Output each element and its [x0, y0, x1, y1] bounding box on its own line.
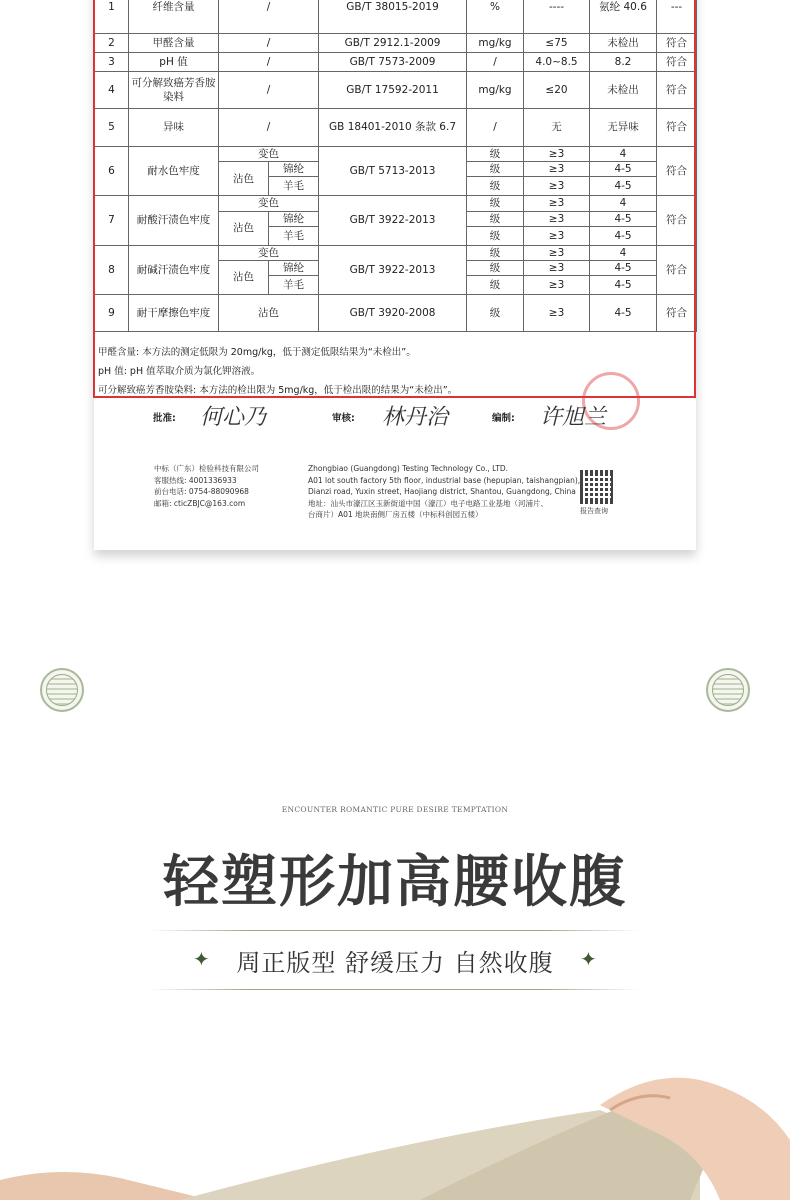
cell-item: 纤维含量 [129, 0, 219, 34]
footer-line: 地址：汕头市濠江区玉新街道中国（濠江）电子电路工业基地（河浦片、 [308, 498, 548, 508]
cell-no: 1 [95, 0, 129, 34]
table-row [95, 34, 697, 53]
approve-label: 批准: [153, 413, 176, 424]
cell-result: 4-5 [590, 260, 657, 275]
cell-item: 甲醛含量 [129, 34, 219, 53]
cell-item: 耐酸汗渍色牢度 [129, 196, 219, 245]
cell-result: 4 [590, 245, 657, 260]
cell-verdict: --- [657, 0, 697, 34]
cell-unit: 级 [467, 245, 524, 260]
cell-requirement: ≥3 [524, 276, 590, 295]
table-row [95, 0, 697, 34]
cell-result: 4-5 [590, 162, 657, 177]
product-photo [0, 1060, 790, 1200]
cell-result: 未检出 [590, 34, 657, 53]
cell-unit: 级 [467, 276, 524, 295]
cell-sub-b: 锦纶 [269, 211, 319, 226]
table-row [95, 147, 697, 162]
note-line: 可分解致癌芳香胺染料: 本方法的检出限为 5mg/kg，低于检出限的结果为“未检出”。 [98, 385, 458, 396]
cell-result: 8.2 [590, 53, 657, 72]
cell-unit: 级 [467, 196, 524, 211]
cell-unit: 级 [467, 162, 524, 177]
compiler-signature: 许旭兰 [540, 405, 607, 430]
cell-item: 耐干摩擦色牢度 [129, 295, 219, 332]
cell-standard: GB 18401-2010 条款 6.7 [319, 109, 467, 147]
cell-standard: GB/T 3920-2008 [319, 295, 467, 332]
cell-sub-b: 羊毛 [269, 226, 319, 245]
footer-line: 前台电话: 0754-88090968 [154, 487, 249, 496]
cell-verdict: 符合 [657, 295, 697, 332]
qr-label: 报告查询 [580, 507, 608, 515]
cell-result: 4-5 [590, 276, 657, 295]
cell-no: 2 [95, 34, 129, 53]
cell-standard: GB/T 3922-2013 [319, 196, 467, 245]
cell-unit: 级 [467, 226, 524, 245]
footer-line: 中标（广东）检验科技有限公司 [154, 464, 259, 473]
cell-sub-a: 变色 [219, 245, 319, 260]
cell-result: 无异味 [590, 109, 657, 147]
cell-result: 未检出 [590, 72, 657, 109]
left-medallion-icon [40, 668, 84, 712]
cell-sub-a: 沾色 [219, 211, 269, 245]
footer-line: 台商片）A01 地块南侧厂房五楼（中标科创园五楼） [308, 510, 483, 519]
cell-result: 4-5 [590, 226, 657, 245]
cell-sub-a: 沾色 [219, 295, 319, 332]
cell-sample: / [219, 53, 319, 72]
cell-requirement: ≥3 [524, 177, 590, 196]
cell-requirement: ≥3 [524, 260, 590, 275]
table-row [95, 245, 697, 260]
cell-unit: 级 [467, 211, 524, 226]
cell-result: 4-5 [590, 295, 657, 332]
cell-standard: GB/T 5713-2013 [319, 147, 467, 196]
cell-sub-b: 羊毛 [269, 276, 319, 295]
english-subtitle: ENCOUNTER ROMANTIC PURE DESIRE TEMPTATION [281, 805, 509, 814]
right-medallion-icon [706, 668, 750, 712]
cell-sub-a: 沾色 [219, 162, 269, 196]
cell-item: 耐碱汗渍色牢度 [129, 245, 219, 294]
footer-line: Zhongbiao (Guangdong) Testing Technology Co., LTD. [308, 464, 509, 473]
cell-sub-b: 锦纶 [269, 162, 319, 177]
cell-requirement: ---- [524, 0, 590, 34]
cell-standard: GB/T 2912.1-2009 [319, 34, 467, 53]
cell-unit: 级 [467, 177, 524, 196]
cell-verdict: 符合 [657, 53, 697, 72]
cell-result: 4-5 [590, 211, 657, 226]
cell-requirement: 无 [524, 109, 590, 147]
approver-signature: 何心乃 [200, 405, 267, 430]
cell-no: 4 [95, 72, 129, 109]
divider-bottom [150, 989, 640, 990]
cell-standard: GB/T 3922-2013 [319, 245, 467, 294]
cell-requirement: ≤75 [524, 34, 590, 53]
footer-company-cn [154, 463, 259, 509]
qr-code-pattern [583, 473, 611, 501]
cell-no: 5 [95, 109, 129, 147]
cell-result: 4-5 [590, 177, 657, 196]
cell-sub-a: 变色 [219, 196, 319, 211]
cell-standard: GB/T 17592-2011 [319, 72, 467, 109]
table-row [95, 295, 697, 332]
footer-line: 邮箱: cticZBJC@163.com [154, 498, 246, 508]
cell-requirement: ≥3 [524, 226, 590, 245]
table-row [95, 53, 697, 72]
cell-unit: 级 [467, 147, 524, 162]
cell-requirement: ≥3 [524, 295, 590, 332]
cell-result: 4 [590, 147, 657, 162]
cell-standard: GB/T 7573-2009 [319, 53, 467, 72]
compile-label: 编制: [492, 413, 515, 424]
cell-requirement: ≥3 [524, 196, 590, 211]
cell-requirement: ≥3 [524, 211, 590, 226]
footer-company-en [308, 463, 580, 521]
cell-standard: GB/T 38015-2019 [319, 0, 467, 34]
cell-unit: / [467, 109, 524, 147]
promo-tagline: 周正版型 舒缓压力 自然收腹 [236, 949, 554, 977]
cell-unit: 级 [467, 260, 524, 275]
cell-unit: mg/kg [467, 72, 524, 109]
cell-verdict: 符合 [657, 72, 697, 109]
cell-item: 耐水色牢度 [129, 147, 219, 196]
cell-no: 9 [95, 295, 129, 332]
cell-sample: / [219, 34, 319, 53]
table-row [95, 72, 697, 109]
cell-requirement: ≤20 [524, 72, 590, 109]
cell-item: pH 值 [129, 53, 219, 72]
cell-no: 7 [95, 196, 129, 245]
cell-result: 氨纶 40.6 [590, 0, 657, 34]
table-row [95, 196, 697, 211]
table-row [95, 109, 697, 147]
cell-sample: / [219, 0, 319, 34]
sparkle-left-icon: ✦ [193, 947, 210, 971]
cell-no: 6 [95, 147, 129, 196]
product-photo-illustration [0, 1060, 790, 1200]
cell-verdict: 符合 [657, 245, 697, 294]
divider-top [150, 930, 640, 931]
cell-no: 8 [95, 245, 129, 294]
cell-verdict: 符合 [657, 109, 697, 147]
review-label: 审核: [332, 413, 355, 424]
cell-unit: 级 [467, 295, 524, 332]
cell-sub-a: 沾色 [219, 260, 269, 294]
cell-requirement: ≥3 [524, 147, 590, 162]
cell-requirement: ≥3 [524, 245, 590, 260]
sparkle-right-icon: ✦ [580, 947, 597, 971]
cell-unit: % [467, 0, 524, 34]
cell-requirement: ≥3 [524, 162, 590, 177]
cell-requirement: 4.0~8.5 [524, 53, 590, 72]
cell-verdict: 符合 [657, 196, 697, 245]
cell-item: 异味 [129, 109, 219, 147]
footer-line: A01 lot south factory 5th floor, industrial base (hepupian, taishangpian), [308, 475, 581, 485]
cell-unit: mg/kg [467, 34, 524, 53]
cell-sub-b: 羊毛 [269, 177, 319, 196]
cell-sample: / [219, 109, 319, 147]
cell-sub-b: 锦纶 [269, 260, 319, 275]
cell-sub-a: 变色 [219, 147, 319, 162]
cell-no: 3 [95, 53, 129, 72]
footer-line: Dianzi road, Yuxin street, Haojiang district, Shantou, Guangdong, China [308, 487, 576, 496]
cell-verdict: 符合 [657, 147, 697, 196]
reviewer-signature: 林丹治 [382, 405, 449, 430]
test-results-table [94, 0, 697, 332]
promo-headline: 轻塑形加高腰收腹 [163, 850, 627, 915]
note-line: 甲醛含量: 本方法的测定低限为 20mg/kg，低于测定低限结果为“未检出”。 [98, 347, 416, 358]
footer-line: 客服热线: 4001336933 [154, 475, 237, 485]
cell-result: 4 [590, 196, 657, 211]
cell-verdict: 符合 [657, 34, 697, 53]
cell-unit: / [467, 53, 524, 72]
cell-sample: / [219, 72, 319, 109]
cell-item: 可分解致癌芳香胺染料 [129, 72, 219, 109]
note-line: pH 值: pH 值萃取介质为氯化钾溶液。 [98, 366, 261, 377]
